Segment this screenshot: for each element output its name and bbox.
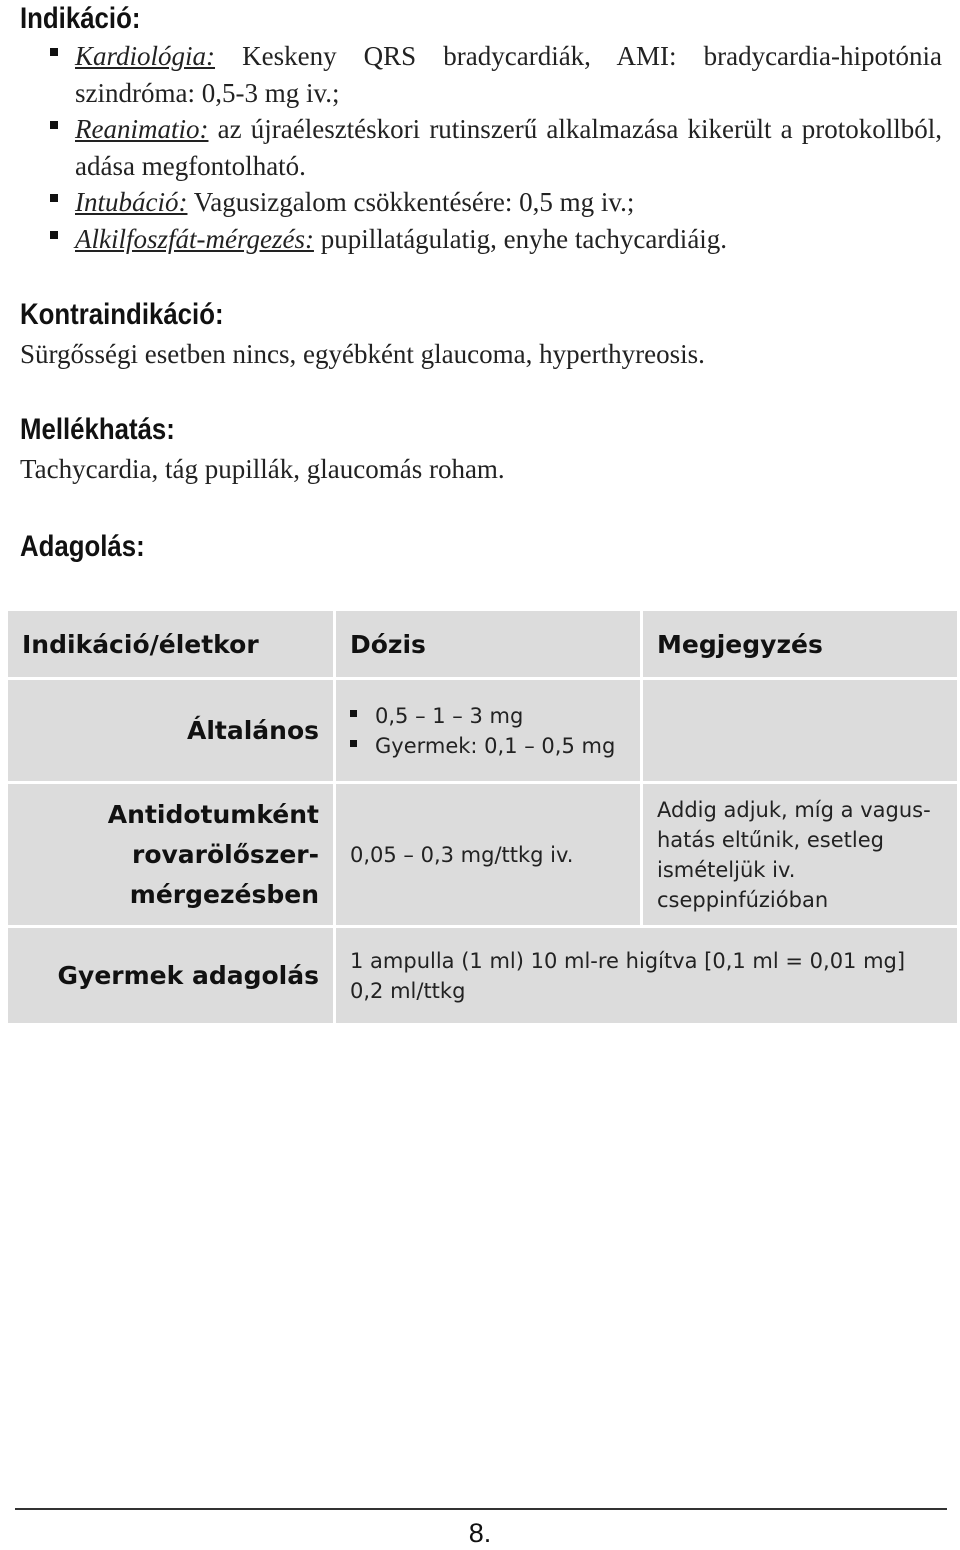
- row-label: Általános: [7, 679, 335, 783]
- label-line: Antidotumként: [107, 799, 319, 829]
- dose-cell: 0,05 – 0,3 mg/ttkg iv.: [335, 783, 642, 927]
- term-reanimatio: Reanimatio:: [75, 114, 209, 144]
- table-row: [7, 679, 959, 783]
- mellekhatas-text: Tachycardia, tág pupillák, glaucomás roham.: [20, 454, 505, 484]
- term-kardiologia: Kardiológia:: [75, 41, 216, 71]
- column-header: Indikáció/életkor: [7, 610, 335, 679]
- table-header-row: [7, 610, 959, 679]
- column-header: Dózis: [335, 610, 642, 679]
- term-alkilfoszfat: Alkilfoszfát-mérgezés:: [75, 223, 314, 254]
- item-text: Vagusizgalom csökkentésére: 0,5 mg iv.;: [187, 187, 635, 217]
- label-line: mérgezésben: [129, 879, 319, 909]
- label-line: rovarölőszer-: [131, 839, 319, 869]
- list-item: [50, 38, 942, 111]
- page-number: 8.: [468, 1518, 492, 1548]
- indikacio-heading: Indikáció:: [20, 2, 141, 35]
- dosage-table: [5, 608, 960, 1026]
- list-item: [50, 184, 942, 221]
- adagolas-heading: Adagolás:: [20, 530, 145, 563]
- dose-list: [350, 701, 626, 761]
- note-cell: [642, 679, 959, 783]
- table-row: [7, 927, 959, 1025]
- table-row: [7, 783, 959, 927]
- dose-cell: [335, 679, 642, 783]
- footer-divider: [15, 1508, 947, 1510]
- kontraindikacio-heading: Kontraindikáció:: [20, 298, 224, 331]
- dose-line: 0,2 ml/ttkg: [350, 978, 466, 1003]
- item-text: az újraélesztéskori rutinszerű alkalmazása kikerült a protokollból, adása megfontolható.: [75, 114, 942, 181]
- item-text: pupillatágulatig, enyhe tachycardiáig.: [313, 223, 728, 254]
- column-header: Megjegyzés: [642, 610, 959, 679]
- item-text: Keskeny QRS bradycardiák, AMI: bradycardia-hipotónia szindróma: 0,5-3 mg iv.;: [75, 41, 942, 108]
- term-intubacio: Intubáció:: [75, 187, 188, 217]
- row-label: Gyermek adagolás: [7, 927, 335, 1025]
- row-label: [7, 783, 335, 927]
- indikacio-list: [50, 38, 942, 257]
- note-cell: Addig adjuk, míg a vagus-hatás eltűnik, esetleg ismételjük iv. cseppinfúzióban: [642, 783, 959, 927]
- dose-line: 1 ampulla (1 ml) 10 ml-re higítva [0,1 ml = 0,01 mg]: [350, 948, 906, 973]
- list-item: Gyermek: 0,1 – 0,5 mg: [350, 731, 626, 761]
- list-item: 0,5 – 1 – 3 mg: [350, 701, 626, 731]
- dose-cell: [335, 927, 959, 1025]
- kontraindikacio-text: Sürgősségi esetben nincs, egyébként glaucoma, hyperthyreosis.: [20, 339, 705, 369]
- mellekhatas-heading: Mellékhatás:: [20, 413, 175, 446]
- list-item: [50, 221, 942, 258]
- list-item: [50, 111, 942, 184]
